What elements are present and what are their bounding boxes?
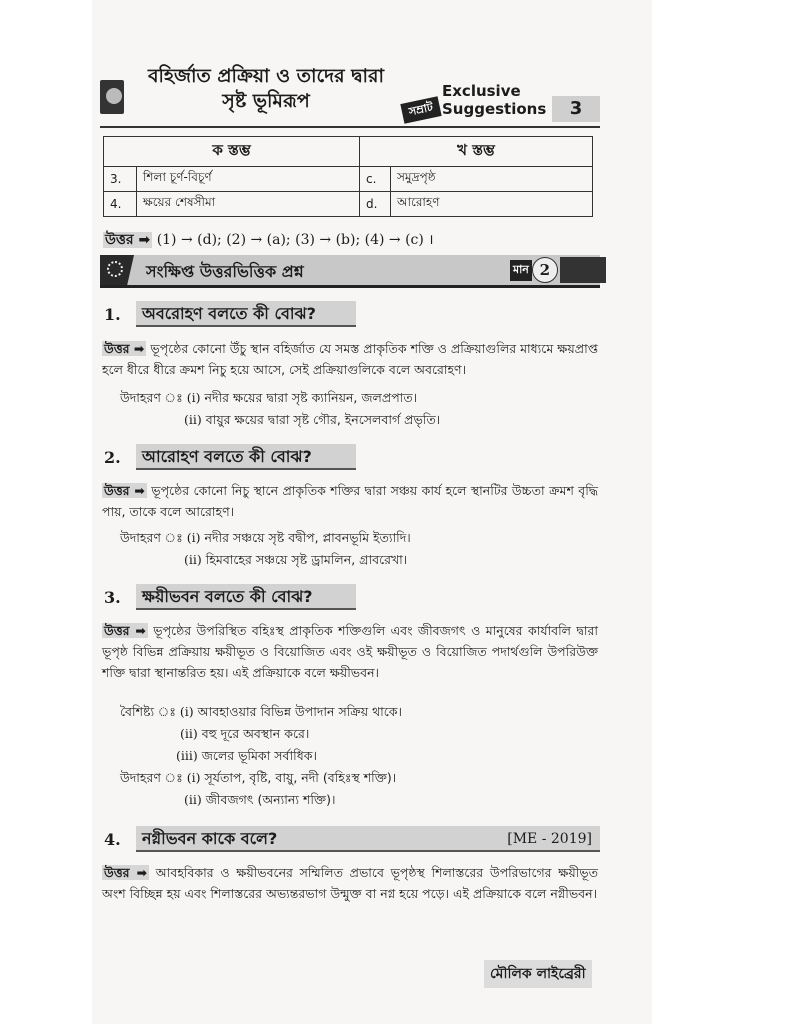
answer-text: ভূপৃষ্ঠের কোনো উঁচু স্থান বহির্জাত যে সমস্ত প্রাকৃতিক শক্তি ও প্রক্রিয়াগুলির মাধ্যমে ক্ষয়প্রাপ্ত হলে ধীরে ধীরে ক্রমশ নিচু হয়ে আসে, সেই প্রক্রিয়াগুলিকে বলে অবরোহণ। (102, 341, 598, 377)
row-number: 4. (104, 192, 137, 217)
feature-text: বহু দূরে অবস্থান করে। (201, 726, 310, 741)
answer-text: ভূপৃষ্ঠের উপরিস্থিত বহিঃস্থ প্রাকৃতিক শক্তিগুলি এবং জীবজগৎ ও মানুষের কার্যাবলি দ্বারা ভূপৃষ্ঠ বিভিন্ন প্রক্রিয়ায় ক্ষয়ীভূত ও বিয়োজিত এবং ওই ক্ষয়ীভূত ও বিয়োজিত পদার্থগুলি উপরিউক্ত শক্তি দ্বারা স্থানান্তরিত হয়। এই প্রক্রিয়াকে বলে ক্ষয়ীভবন। (102, 623, 598, 680)
section-banner (100, 255, 600, 288)
brand-line2: Suggestions (442, 100, 547, 118)
example-number: (i) (186, 770, 201, 785)
feature-line (180, 724, 309, 744)
feature-text: জলের ভূমিকা সর্বাধিক। (201, 748, 317, 763)
marks-label: মান (510, 260, 532, 281)
example-text: নদীর সঞ্চয়ে সৃষ্ট বদ্বীপ, প্লাবনভূমি ইত্যাদি। (204, 530, 411, 545)
examples-label: উদাহরণ ঃ (120, 530, 183, 545)
example-number: (ii) (184, 792, 202, 807)
answer-paragraph (102, 862, 598, 904)
examples-label: উদাহরণ ঃ (120, 770, 183, 785)
marks-value: 2 (532, 257, 558, 283)
feature-number: (iii) (176, 748, 198, 763)
example-text: হিমবাহের সঞ্চয়ে সৃষ্ট ড্রামলিন, গ্রাবরেখা। (205, 552, 408, 567)
brand-line1: Exclusive (442, 82, 521, 100)
example-line (184, 790, 335, 810)
question-heading (100, 826, 600, 854)
column-b-cell: সমুদ্রপৃষ্ঠ (391, 167, 593, 192)
question-text: আরোহণ বলতে কী বোঝ? (136, 444, 356, 470)
question-text (136, 826, 600, 852)
brand-badge: সম্রাট (400, 96, 441, 123)
feature-text: আবহাওয়ার বিভিন্ন উপাদান সক্রিয় থাকে। (197, 704, 403, 719)
column-a-cell: ক্ষয়ের শেষসীমা (137, 192, 360, 217)
publisher-name: মৌলিক লাইব্রেরী (484, 960, 592, 988)
feature-number: (i) (179, 704, 194, 719)
decorative-figure-icon (560, 257, 606, 283)
header-divider (100, 126, 600, 128)
example-line (120, 388, 417, 408)
example-number: (i) (186, 530, 201, 545)
example-text: জীবজগৎ (অন্যান্য শক্তি)। (205, 792, 336, 807)
banner-emblem (100, 255, 134, 285)
column-b-header: খ স্তম্ভ (360, 137, 593, 167)
chapter-title (132, 64, 400, 114)
match-table (103, 136, 593, 217)
emblem-disc (106, 88, 122, 104)
example-text: নদীর ক্ষয়ের দ্বারা সৃষ্ট ক্যানিয়ন, জলপ্রপাত। (204, 390, 418, 405)
brand-logo-text (442, 82, 546, 118)
column-b-cell: আরোহণ (391, 192, 593, 217)
table-row (104, 192, 593, 217)
answer-paragraph (102, 480, 598, 522)
answer-text: ভূপৃষ্ঠের কোনো নিচু স্থানে প্রাকৃতিক শক্তির দ্বারা সঞ্চয় কার্য হলে স্থানটির উচ্চতা ক্রমশ বৃদ্ধি পায়, তাকে বলে আরোহণ। (102, 483, 598, 519)
chapter-title-line2: সৃষ্ট ভূমিরূপ (222, 90, 310, 112)
question-heading (100, 444, 600, 472)
answer-label: উত্তর ➡ (104, 341, 145, 356)
example-number: (i) (186, 390, 201, 405)
features-label: বৈশিষ্ট্য ঃ (120, 704, 176, 719)
section-title: সংক্ষিপ্ত উত্তরভিত্তিক প্রশ্ন (146, 262, 304, 281)
answer-paragraph (102, 620, 598, 683)
question-text: ক্ষয়ীভবন বলতে কী বোঝ? (136, 584, 356, 610)
exam-year-tag: [ME - 2019] (507, 831, 592, 847)
example-text: বায়ুর ক্ষয়ের দ্বারা সৃষ্ট গৌর, ইনসেলবার্গ প্রভৃতি। (205, 412, 441, 427)
feature-number: (ii) (180, 726, 198, 741)
question-text: অবরোহণ বলতে কী বোঝ? (136, 301, 356, 327)
page-number: 3 (552, 96, 600, 122)
answer-text: (1) → (d); (2) → (a); (3) → (b); (4) → (c) । (156, 232, 434, 248)
answer-label: উত্তর ➡ (105, 232, 151, 248)
answer-label: উত্তর ➡ (104, 623, 146, 638)
example-line (120, 768, 396, 788)
match-table-header (104, 137, 593, 167)
answer-label: উত্তর ➡ (104, 483, 145, 498)
example-line (184, 410, 440, 430)
question-heading (100, 301, 600, 329)
answer-label: উত্তর ➡ (104, 865, 148, 880)
table-row (104, 167, 593, 192)
gear-icon (107, 261, 123, 277)
example-line (184, 550, 407, 570)
feature-line (120, 702, 402, 722)
column-a-header: ক স্তম্ভ (104, 137, 360, 167)
chapter-emblem-icon (100, 80, 124, 114)
row-number: 3. (104, 167, 137, 192)
question-heading (100, 584, 600, 612)
question-text-label: নগ্নীভবন কাকে বলে? (142, 829, 278, 848)
question-number: 1. (104, 305, 121, 324)
answer-paragraph (102, 338, 598, 380)
example-line (120, 528, 411, 548)
question-number: 2. (104, 448, 121, 467)
feature-line (176, 746, 317, 766)
example-text: সূর্যতাপ, বৃষ্টি, বায়ু, নদী (বহিঃস্থ শক্তি)। (204, 770, 397, 785)
examples-label: উদাহরণ ঃ (120, 390, 183, 405)
chapter-title-line1: বহির্জাত প্রক্রিয়া ও তাদের দ্বারা (147, 65, 384, 87)
column-a-cell: শিলা চূর্ণ-বিচূর্ণ (137, 167, 360, 192)
row-letter: c. (360, 167, 391, 192)
marks-indicator (510, 257, 606, 283)
match-answer (103, 228, 434, 252)
question-number: 3. (104, 588, 121, 607)
example-number: (ii) (184, 552, 202, 567)
row-letter: d. (360, 192, 391, 217)
question-number: 4. (104, 830, 121, 849)
answer-text: আবহবিকার ও ক্ষয়ীভবনের সম্মিলিত প্রভাবে ভূপৃষ্ঠস্থ শিলাস্তরের উপরিভাগের ক্ষয়ীভূত অংশ বিচ্ছিন্ন হয় এবং শিলাস্তরের অভ্যন্তরভাগ উন্মুক্ত বা নগ্ন হয়ে পড়ে। এই প্রক্রিয়াকে বলে নগ্নীভবন। (102, 865, 598, 901)
example-number: (ii) (184, 412, 202, 427)
